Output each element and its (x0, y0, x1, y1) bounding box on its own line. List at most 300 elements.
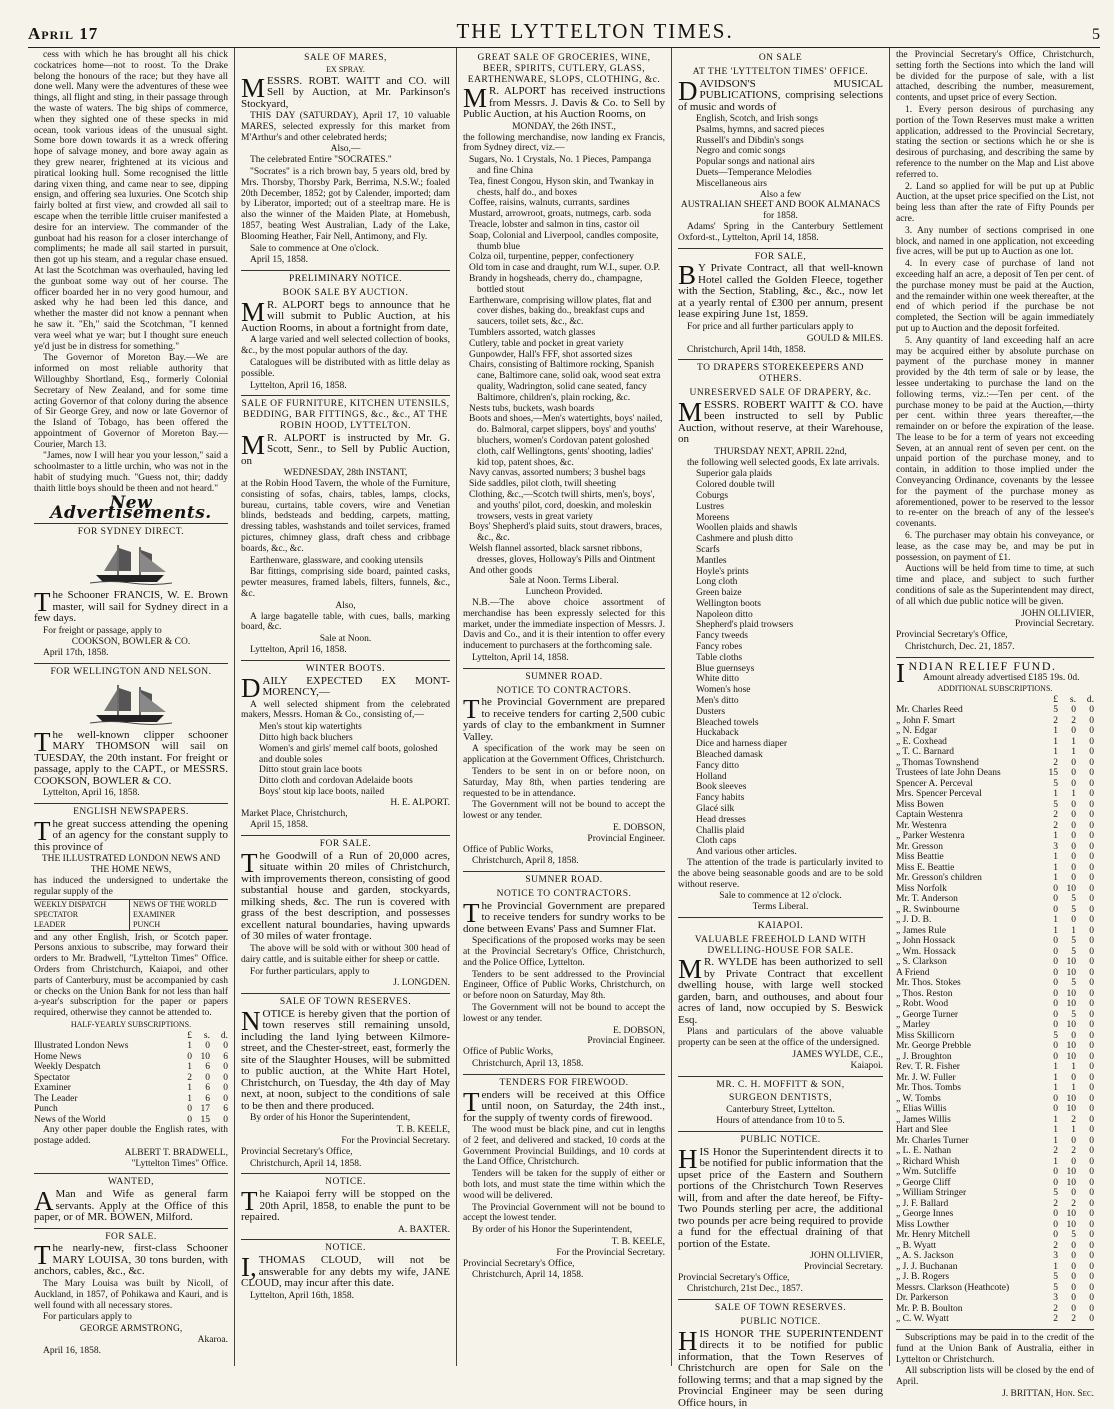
divider (896, 657, 1094, 658)
conditions-end: Auctions will be held from time to time, at such time and place, and subject to such further conditions of sale as the Superintendent may direct, of all which due public notice will be given. (896, 564, 1094, 607)
row-amount: 5 (1071, 904, 1076, 915)
ad-title: TENDERS FOR FIREWOOD. (499, 1077, 629, 1088)
relief-table (896, 695, 1094, 1325)
list-item: Glacé silk (696, 804, 735, 815)
ad-date: Lyttelton, April 16, 1858. (250, 380, 347, 391)
ad-title: PUBLIC NOTICE. (740, 1317, 821, 1328)
row-amount: 5 (1071, 936, 1076, 947)
ad-body: The Kaiapoi ferry will be stopped on the 20th April, 1858, to enable the punt to be repaired. (241, 1186, 450, 1224)
row-label: „ N. Edgar (896, 726, 937, 737)
masthead (28, 14, 1100, 44)
ad-body: The Government will not be bound to accept the lowest or any tender. (463, 1002, 665, 1024)
row-amount: 2 (1053, 810, 1058, 821)
list-item: Chairs, consisting of Baltimore rocking, Spanish cane, Baltimore cane, solid oak, wood seat extra quality, Wadrington, solid cane seated, fancy Baltimore, children's, plain rocking, &c. (469, 360, 661, 403)
row-amount: 0 (1053, 1093, 1058, 1104)
table-row (896, 1283, 1094, 1294)
row-label: „ James Willis (896, 1114, 951, 1125)
list-item: Nests tubs, buckets, wash boards (469, 403, 595, 414)
row-amount: 0 (1053, 894, 1058, 905)
ad-signature: ALBERT T. BRADWELL, (124, 1147, 228, 1158)
row-amount: 0 (1089, 1093, 1094, 1104)
list-item: Table cloths (696, 652, 743, 663)
row-amount: 0 (1089, 1104, 1094, 1115)
row-amount: 10 (1066, 999, 1076, 1010)
ad-body: The Provincial Government will not be bound to accept the lowest tender. (463, 1202, 665, 1224)
row-amount: 0 (1071, 1293, 1076, 1304)
table-row (896, 768, 1094, 779)
row-amount: 0 (1053, 1177, 1058, 1188)
row-amount: 1 (1053, 736, 1058, 747)
row-label: „ Robt. Wood (896, 999, 949, 1010)
list-item: LEADER (34, 919, 66, 929)
relief-advertised: Amount already advertised £185 19s. 0d. (923, 673, 1080, 684)
row-amount: 0 (1089, 810, 1094, 821)
ad-title: ON SALE (758, 53, 803, 63)
row-amount: 0 (1071, 1251, 1076, 1262)
ad-body: Tenders will be received at this Office until noon, on Saturday, the 24th inst., for the supply of twenty cords of firewood. (463, 1086, 665, 1124)
row-amount: 0 (1089, 1020, 1094, 1031)
ad-body: THIS DAY (SATURDAY), April 17, 10 valuable MARES, selected expressly for this market from M'Arthur's and other celebrated herds; (241, 111, 450, 143)
issue-date: April 17 (28, 24, 99, 43)
row-amount: 0 (1071, 726, 1076, 737)
row-label: Spectator (34, 1072, 70, 1083)
row-amount: 10 (1066, 1093, 1076, 1104)
ship-icon (90, 542, 172, 586)
divider (241, 270, 450, 271)
ad-role: For the Provincial Secretary. (556, 1247, 665, 1258)
row-label: „ B. Wyatt (896, 1240, 937, 1251)
row-amount: 0 (1089, 789, 1094, 800)
row-amount: 15 (200, 1114, 210, 1125)
row-label: Miss E. Beattie (896, 862, 955, 873)
ad-title: WINTER BOOTS. (305, 663, 386, 674)
row-label: Rev. T. R. Fisher (896, 1062, 960, 1073)
row-label: „ Parker Westenra (896, 831, 965, 842)
divider (678, 1299, 883, 1300)
row-amount: 5 (1053, 705, 1058, 716)
ad-body: The wood must be black pine, and cut in lengths of 2 feet, and delivered and stacked, 10 cords at the Government Provincial Buildings, and 10 cords at the Land Office, Christchurch. (463, 1125, 665, 1168)
ad-body: NOTICE is hereby given that the portion of town reserves still remaining unsold, including the land lying between Kilmore-street, and the Chester-street, east, formerly the site of the Slaughter Houses, will be submitted to public auction, at the White Hart Hotel, Christchurch, on Tuesday, the 4th day of May next, at noon, subject to the conditions of sale to be then and there produced. (241, 1005, 450, 1112)
header-cell: s. (1069, 694, 1076, 705)
row-label: „ George Innes (896, 1209, 954, 1220)
row-amount: 0 (1053, 1104, 1058, 1115)
row-amount: 0 (1053, 936, 1058, 947)
row-amount: 0 (1053, 1041, 1058, 1052)
list-item: Negro and comic songs (696, 146, 786, 157)
row-amount: 2 (1053, 1314, 1058, 1325)
list-item: EXAMINER (133, 909, 176, 919)
ad-title: FOR SALE. (319, 839, 372, 850)
ad-body: Tenders to be sent in on or before noon, on Saturday, May 8th, when parties tendering are requested to be in attendance. (463, 766, 665, 799)
row-amount: 0 (1071, 873, 1076, 884)
list-item: Coffee, raisins, walnuts, currants, sardines (469, 198, 630, 209)
row-label: „ Wm. Sutcliffe (896, 1167, 957, 1178)
table-row (896, 1041, 1094, 1052)
list-item: Ditto high back bluchers (259, 732, 353, 743)
table-row (896, 1251, 1094, 1262)
ad-date: Lyttelton, April 16, 1858. (250, 644, 347, 655)
row-amount: 0 (1053, 1051, 1058, 1062)
divider (463, 1074, 665, 1075)
list-item: Tumblers assorted, watch glasses (469, 328, 596, 339)
list-item: Treacle, lobster and salmon in tins, castor oil (469, 220, 640, 231)
row-label: „ L. E. Nathan (896, 1146, 952, 1157)
row-label: „ William Stringer (896, 1188, 967, 1199)
list-item: Brandy in hogsheads, cherry do., champagne, bottled stout (469, 274, 643, 295)
ad-date: April 17th, 1858. (43, 648, 109, 659)
row-label: The Leader (34, 1093, 78, 1104)
row-amount: 0 (223, 1083, 228, 1094)
ad-body: Bar fittings, comprising side board, painted casks, pewter measures, framed labels, filters, funnels, &c., &c. (241, 567, 450, 599)
ad-place: Kaiapoi. (850, 1060, 883, 1071)
row-amount: 6 (205, 1062, 210, 1073)
ad-day: WEDNESDAY, 28th INSTANT, (283, 468, 408, 479)
row-amount: 5 (1053, 778, 1058, 789)
row-label: „ S. Clarkson (896, 957, 947, 968)
ad-title: AT THE 'LYTTELTON TIMES' OFFICE. (692, 66, 869, 77)
list-item: Boots and shoes,—Men's watertights, boys' nailed, do. Balmoral, carpet slippers, boys' and youths' bluchers, women's Cordovan patent goloshed cloth, calf Wellingtons, gents' shooting, ladies' kid top, patent shoes, &c. (469, 414, 663, 468)
ad-signature: A. BAXTER. (398, 1224, 450, 1235)
ad-role: Provincial Secretary. (1014, 619, 1094, 630)
row-label: Examiner (34, 1083, 71, 1094)
row-amount: 0 (1089, 894, 1094, 905)
row-amount: 0 (1053, 988, 1058, 999)
list-item: Superior gala plaids (696, 469, 772, 480)
row-amount: 0 (1053, 999, 1058, 1010)
row-amount: 5 (1053, 1282, 1058, 1293)
ad-also: Also a few (759, 189, 802, 200)
list-item: Book sleeves (696, 782, 747, 793)
ad-date: April 15, 1858. (250, 255, 309, 266)
table-row (896, 779, 1094, 790)
list-item: Scarfs (696, 544, 720, 555)
row-amount: 3 (1053, 841, 1058, 852)
row-label: „ John F. Smart (896, 715, 955, 726)
row-label: Punch (34, 1104, 58, 1115)
list-item: Colza oil, turpentine, pepper, confectionery (469, 252, 635, 263)
row-amount: 0 (1089, 1293, 1094, 1304)
row-label: Miss Lowther (896, 1219, 950, 1230)
ad-body: DAVIDSON'S MUSICAL PUBLICATIONS, comprising selections of music and words of (678, 75, 883, 113)
row-amount: 2 (1071, 1198, 1076, 1209)
list-item: Dusters (696, 706, 726, 717)
list-item: Men's ditto (696, 696, 739, 707)
condition-item: 6. The purchaser may obtain his conveyance, or lease, as the case may be, and may be put in possession, on payment of £1. (896, 531, 1094, 563)
row-amount: 5 (1071, 1230, 1076, 1241)
divider (896, 1329, 1094, 1330)
row-amount: 0 (1089, 1125, 1094, 1136)
row-label: „ J. Broughton (896, 1051, 952, 1062)
ad-body: the following merchandise, now landing ex Francis, from Sydney direct, viz.— (463, 132, 665, 154)
header-cell: d. (1086, 694, 1094, 705)
row-label: „ R. Swinbourne (896, 904, 960, 915)
row-amount: 1 (187, 1041, 192, 1052)
list-item: And other goods (469, 565, 533, 576)
row-label: „ J. F. Ballard (896, 1198, 949, 1209)
row-amount: 0 (1089, 957, 1094, 968)
row-label: Dr. Parkerson (896, 1293, 949, 1304)
ad-title: FOR SALE, (754, 251, 807, 262)
ad-body: "Socrates" is a rich brown bay, 5 years old, bred by Mrs. Thorsby, Thorsby Park, Berrima, N.S.W.; foaled 20th December, 1852; got by Calender, imported; dam by Liberator, imported; out of a steeltrap mare. He is also the winner of the Maiden Plate, at Homebush, 1857, beating West Australian, Lady of the Lake, Blooming Heather, Fair Nell, Antimony, and Fly. (241, 167, 450, 242)
row-amount: 0 (1089, 967, 1094, 978)
row-amount: 0 (1089, 1156, 1094, 1167)
row-amount: 1 (1053, 831, 1058, 842)
ad-headline: THE ILLUSTRATED LONDON NEWS AND THE HOME NEWS, (41, 854, 221, 876)
row-label: „ J. B. Rogers (896, 1272, 950, 1283)
row-label: „ George Turner (896, 1009, 959, 1020)
ad-title: VALUABLE FREEHOLD LAND WITH DWELLING-HOUSE FOR SALE. (694, 934, 867, 956)
row-amount: 0 (1089, 1062, 1094, 1073)
table-row (896, 1241, 1094, 1252)
table-row (34, 1104, 228, 1115)
ad-note: N.B.—The above choice assortment of merchandise has been expressly selected for this market, under the immediate inspection of Messrs. J. Davis and Co., and it is their intention to offer every inducement to purchasers at the forthcoming sale. (463, 597, 665, 652)
row-amount: 0 (1071, 1282, 1076, 1293)
divider (241, 395, 450, 396)
ad-title: UNRESERVED SALE OF DRAPERY, &c. (689, 387, 872, 398)
row-label: News of the World (34, 1114, 106, 1125)
row-amount: 1 (1053, 1072, 1058, 1083)
divider (678, 248, 883, 249)
list-item: Colored double twill (696, 480, 775, 491)
ad-body: at the Robin Hood Tavern, the whole of the Furniture, consisting of sofas, chairs, tables, lamps, clocks, bureau, curtains, table covers, wire and Venetian blinds, bedsteads and bedding, carpets, matting, dressing tables, washstands and toilet services, framed pictures, chimney glass, draft chess and cribbage boards, &c., &c. (241, 479, 450, 554)
header-cell: s. (203, 1030, 210, 1041)
row-amount: 10 (1066, 967, 1076, 978)
row-amount: 5 (1053, 1188, 1058, 1199)
row-amount: 0 (1053, 1230, 1058, 1241)
list-item: Women's and girls' memel calf boots, goloshed and double soles (259, 743, 438, 765)
music-list (696, 114, 883, 190)
row-amount: 6 (205, 1083, 210, 1094)
ad-signature: E. DOBSON, (613, 1025, 665, 1036)
table-row (34, 1083, 228, 1094)
relief-fund-title: INDIAN RELIEF FUND. (896, 657, 1057, 688)
ad-title: SALE OF FURNITURE, KITCHEN UTENSILS, BEDDING, BAR FITTINGS, &c., &c., AT THE ROBIN HOOD, LYTTELTON. (241, 399, 450, 431)
ad-body: The great success attending the opening of an agency for the constant supply to this province of (34, 815, 228, 853)
ad-role: Provincial Secretary. (803, 1261, 883, 1272)
table-row (896, 863, 1094, 874)
row-label: Miss Norfolk (896, 883, 947, 894)
ad-body: and any other English, Irish, or Scotch paper. Persons anxious to subscribe, may forward their orders to Mr. Bradwell, "Lyttelton Times" Office. Orders from Christchurch, Kaiapoi, and other parts of Canterbury, must be accompanied by cash or checks on the Union Bank for not less than half a-year's subscription for the paper or papers required, otherwise they cannot be attended to. (34, 932, 228, 1019)
row-amount: 5 (1053, 1272, 1058, 1283)
row-amount: 0 (1071, 1272, 1076, 1283)
row-label: Hart and Slee (896, 1125, 948, 1136)
header-cell: d. (220, 1030, 228, 1041)
row-amount: 0 (223, 1093, 228, 1104)
row-amount: 1 (1053, 1083, 1058, 1094)
list-item: Hoyle's prints (696, 566, 749, 577)
row-amount: 0 (1089, 831, 1094, 842)
row-amount: 0 (1089, 1030, 1094, 1041)
list-item: NEWS OF THE WORLD (133, 899, 217, 909)
divider (34, 803, 228, 804)
list-item: Fancy ditto (696, 760, 740, 771)
row-amount: 10 (1066, 1167, 1076, 1178)
table-row (896, 758, 1094, 769)
row-amount: 0 (1053, 883, 1058, 894)
ad-title: NOTICE. (325, 1243, 366, 1254)
ad-signature: GOULD & MILES. (806, 333, 883, 344)
ad-place: Provincial Secretary's Office, (678, 1272, 790, 1283)
condition-item: 1. Every person desirous of purchasing any portion of the Town Reserves must make a written application, addressed to the Provincial Secretary, stating the section or sections which he or she is desirous of purchasing, and describing the same by reference to the number on the Map and List above referred to. (896, 104, 1094, 180)
row-amount: 0 (1071, 852, 1076, 863)
row-amount: 0 (1089, 1240, 1094, 1251)
list-item: Fancy robes (696, 642, 743, 653)
list-item: Psalms, hymns, and sacred pieces (696, 124, 825, 135)
row-label: Spencer A. Perceval (896, 778, 973, 789)
table-row (896, 842, 1094, 853)
row-amount: 3 (1053, 1293, 1058, 1304)
ad-body: The above will be sold with or without 300 head of dairy cattle, and is suitable either for sheep or cattle. (241, 943, 450, 965)
ad-body: MR. ALPORT has received instructions from Messrs. J. Davis & Co. to Sell by Public Auction, at his Auction Rooms, on (463, 83, 665, 121)
ad-place: Akaroa. (197, 1334, 228, 1345)
divider (241, 835, 450, 836)
ad-title: KAIAPOI. (757, 921, 804, 931)
row-label: Home News (34, 1051, 82, 1062)
row-amount: 0 (1089, 1167, 1094, 1178)
table-row (896, 1125, 1094, 1136)
row-amount: 0 (187, 1051, 192, 1062)
list-item: Lustres (696, 501, 724, 512)
table-row (896, 1314, 1094, 1325)
ad-date: Christchurch, April 14, 1858. (250, 1158, 362, 1169)
list-item: Gunpowder, Hall's FFF, shot assorted sizes (469, 349, 633, 360)
row-amount: 10 (200, 1051, 210, 1062)
row-amount: 0 (1053, 1020, 1058, 1031)
ad-body: By order of his Honor the Superintendent, (472, 1225, 633, 1236)
table-row (896, 905, 1094, 916)
ad-body: The nearly-new, first-class Schooner MARY LOUISA, 30 tons burden, with anchors, cables, &c., &c. (34, 1240, 228, 1278)
row-label: „ J. D. B. (896, 915, 932, 926)
list-item: Sugars, No. 1 Crystals, No. 1 Pieces, Pampanga and fine China (469, 155, 652, 177)
ad-place: Office of Public Works, (463, 844, 554, 855)
table-row (896, 894, 1094, 905)
row-amount: 0 (1089, 1251, 1094, 1262)
ad-title: PRELIMINARY NOTICE. (288, 274, 403, 285)
drapery-list (696, 469, 883, 858)
ad-apply: For freight or passage, apply to (43, 625, 162, 636)
row-label: Mr. T. Anderson (896, 894, 958, 905)
ad-title: SALE OF MARES, (304, 53, 387, 63)
list-item: Moreens (696, 512, 730, 523)
row-amount: 1 (187, 1093, 192, 1104)
list-item: Cashmere and plush ditto (696, 534, 793, 545)
row-amount: 2 (1053, 1240, 1058, 1251)
row-amount: 2 (1053, 715, 1058, 726)
row-label: „ E. Coxhead (896, 736, 947, 747)
ad-role: Provincial Engineer. (587, 1036, 665, 1047)
row-label: Miss Bowen (896, 799, 944, 810)
row-amount: 0 (1089, 1272, 1094, 1283)
divider (34, 1173, 228, 1174)
ad-body: A large bagatelle table, with cues, balls, marking board, &c. (241, 611, 450, 633)
row-amount: 0 (1089, 1282, 1094, 1293)
list-item: SPECTATOR (34, 909, 79, 919)
ad-date: Lyttelton, April 16, 1858. (43, 788, 140, 799)
ad-body: Any other paper double the English rates, with postage added. (34, 1125, 228, 1146)
row-label: Mr. J. W. Fuller (896, 1072, 956, 1083)
divider (678, 1076, 883, 1077)
row-amount: 0 (1089, 726, 1094, 737)
list-item: Mustard, arrowroot, groats, nutmegs, carb. soda (469, 209, 652, 220)
ad-body: The Schooner FRANCIS, W. E. Brown master, will sail for Sydney direct in a few days. (34, 587, 228, 625)
row-amount: 0 (1071, 1303, 1076, 1314)
row-amount: 1 (1071, 1083, 1076, 1094)
row-amount: 0 (1089, 946, 1094, 957)
row-label: „ W. Tombs (896, 1093, 941, 1104)
list-item: Wellington boots (696, 598, 761, 609)
relief-subs-title: ADDITIONAL SUBSCRIPTIONS. (937, 684, 1053, 694)
row-label: Mr. Charles Reed (896, 705, 963, 716)
ad-signature-place: "Lyttelton Times" Office. (131, 1158, 228, 1169)
ad-role: For the Provincial Secretary. (341, 1136, 450, 1146)
row-amount: 0 (1089, 1209, 1094, 1220)
subscriptions-table (34, 1031, 228, 1126)
ad-place: Market Place, Christchurch, (241, 808, 348, 819)
table-row (896, 1293, 1094, 1304)
row-amount: 0 (1089, 904, 1094, 915)
ad-title: FOR SYDNEY DIRECT. (77, 527, 185, 538)
row-amount: 10 (1066, 957, 1076, 968)
list-item: English, Scotch, and Irish songs (696, 114, 818, 125)
ad-body: Canterbury Street, Lyttelton. (726, 1105, 835, 1116)
ad-signature: T. B. KEELE, (396, 1125, 450, 1136)
row-amount: 5 (1053, 1030, 1058, 1041)
divider (241, 1239, 450, 1240)
divider (241, 993, 450, 994)
list-item: Bleached damask (696, 750, 763, 761)
divider (678, 1131, 883, 1132)
row-amount: 0 (1089, 873, 1094, 884)
row-amount: 0 (1089, 1219, 1094, 1230)
row-amount: 2 (1053, 1303, 1058, 1314)
row-label: Messrs. Clarkson (Heathcote) (896, 1282, 1010, 1293)
ad-place: Office of Public Works, (463, 1047, 554, 1058)
row-amount: 2 (1053, 1198, 1058, 1209)
ad-body: The well-known clipper schooner MARY THOMSON will sail on TUESDAY, the 20th instant. For freight or passage, apply to the CAPT., or MESSRS. COOKSON, BOWLER & CO. (34, 726, 228, 787)
ad-date: April 16, 1858. (43, 1345, 102, 1356)
list-item: Napoleon ditto (696, 609, 753, 620)
condition-item: 4. In every case of purchase of land not exceeding half an acre, a deposit of Ten per cent. of the purchase money must be paid at the Auction, and the remainder within one week thereafter, at the end of which period if the purchase be not completed, the Section will be again immediately put up to Auction and the deposit forfeited. (896, 259, 1094, 334)
ad-signature: JOHN OLLIVIER, (810, 1251, 883, 1262)
table-row (896, 884, 1094, 895)
ad-body: The Government will not be bound to accept the lowest or any tender. (463, 800, 665, 822)
table-row (896, 1157, 1094, 1168)
ad-also: Also,— (330, 144, 361, 155)
ad-body: Plans and particulars of the above valuable property can be seen at the office of the undersigned. (678, 1027, 883, 1049)
row-amount: 1 (1053, 925, 1058, 936)
row-amount: 0 (205, 1072, 210, 1083)
row-label: Mr. Thos. Stokes (896, 978, 961, 989)
divider (34, 1228, 228, 1229)
row-label: „ C. W. Wyatt (896, 1314, 949, 1325)
row-label: „ Wm. Hossack (896, 946, 956, 957)
table-row (896, 1094, 1094, 1105)
row-amount: 0 (1071, 1240, 1076, 1251)
list-item: Coburgs (696, 490, 729, 501)
row-amount: 1 (1053, 1114, 1058, 1125)
ad-date: Lyttelton, April 16th, 1858. (250, 1290, 354, 1301)
row-amount: 2 (1053, 757, 1058, 768)
row-amount: 0 (1089, 841, 1094, 852)
row-amount: 5 (1071, 1009, 1076, 1020)
row-label: Mr. P. B. Boulton (896, 1303, 963, 1314)
row-amount: 0 (1089, 820, 1094, 831)
ad-body: BY Private Contract, all that well-known Hotel called the Golden Fleece, together with the Section, Stabling, &c., &c., now let at a yearly rental of £300 per annum, present lease expiring June 1st, 1859. (678, 260, 883, 321)
ad-place: Provincial Secretary's Office, (463, 1258, 575, 1269)
row-label: Miss Skillicorn (896, 1030, 955, 1041)
ad-body: HIS Honor the Superintendent directs it to be notified for public information that the upset price of the Eastern and Southern portions of the Christchurch Town Reserves will, from and after the date hereof, be Fifty-Two Pounds sterling per acre, the additional two pounds per acre being required to provide a fund for the effectual draining of that portion of the Estate. (678, 1143, 883, 1250)
list-item: And various other articles. (696, 847, 797, 858)
